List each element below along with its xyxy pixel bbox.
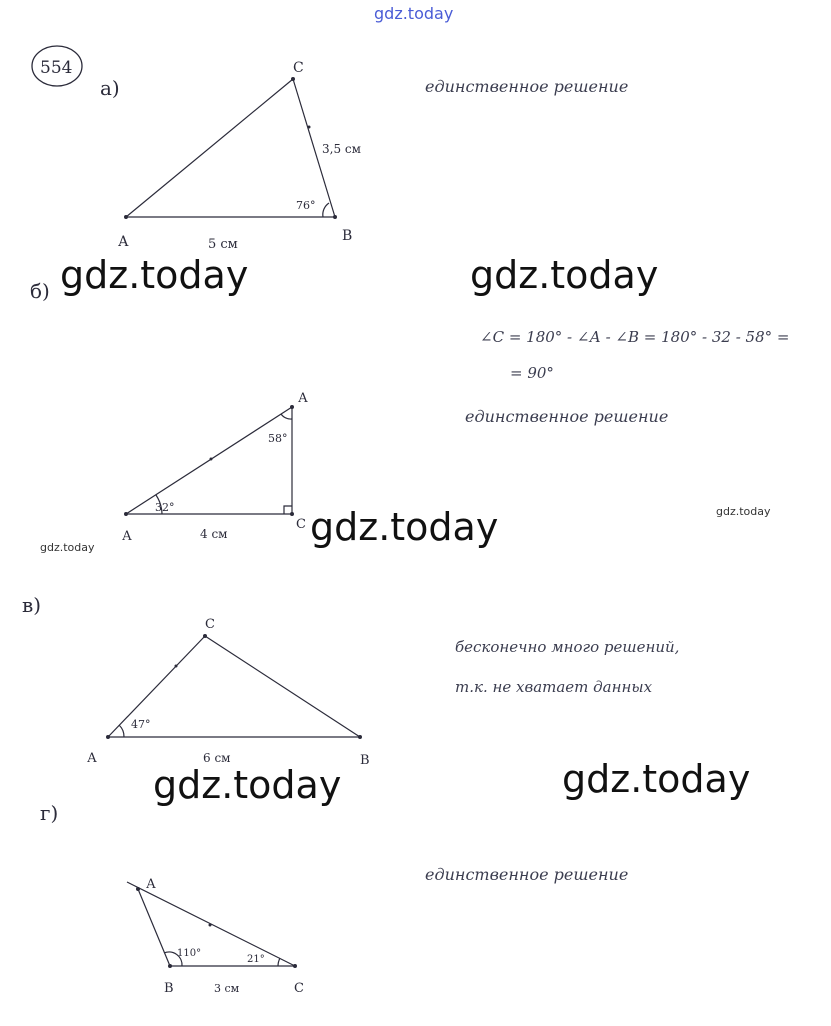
part-c-vertex-b: В xyxy=(360,753,370,768)
part-b-calc-line2: = 90° xyxy=(510,364,554,382)
watermark-3: gdz.today xyxy=(310,505,499,549)
part-d-vertex-c: С xyxy=(294,981,304,996)
part-a-note: единственное решение xyxy=(425,77,629,96)
part-a-vertex-b: В xyxy=(342,228,353,244)
part-b-angle-top: 58° xyxy=(268,432,288,445)
watermark-7: gdz.today xyxy=(562,757,751,801)
part-d-note: единственное решение xyxy=(425,865,629,884)
part-c-angle-a: 47° xyxy=(131,718,151,731)
part-c-vertex-a: А xyxy=(87,751,97,766)
part-a-vertex-a: А xyxy=(118,234,129,250)
watermark-4: gdz.today xyxy=(716,505,771,518)
part-c-side-ab: 6 см xyxy=(203,751,231,765)
part-b-marker: б) xyxy=(30,279,50,303)
part-a-side-bc: 3,5 см xyxy=(322,142,361,156)
part-a-angle-b: 76° xyxy=(296,199,316,212)
problem-number: 554 xyxy=(40,58,73,78)
part-d-vertex-b: В xyxy=(164,981,174,996)
part-b-angle-a: 32° xyxy=(155,501,175,514)
part-d-angle-b: 110° xyxy=(177,948,202,959)
part-b-calc-line1: ∠С = 180° - ∠А - ∠В = 180° - 32 - 58° = xyxy=(480,328,790,346)
triangle-b xyxy=(126,407,292,514)
watermark-2: gdz.today xyxy=(470,253,659,297)
part-c-marker: в) xyxy=(22,593,42,617)
part-c-vertex-c: С xyxy=(205,617,215,632)
part-b-vertex-c: С xyxy=(296,517,306,532)
part-a-vertex-c: С xyxy=(293,60,304,76)
watermark-5: gdz.today xyxy=(40,541,95,554)
part-a-marker: а) xyxy=(100,76,120,100)
part-c-note-line1: бесконечно много решений, xyxy=(455,638,680,656)
watermark-top: gdz.today xyxy=(374,4,454,23)
triangle-a xyxy=(126,79,335,217)
part-a-side-ab: 5 см xyxy=(208,237,238,252)
part-b-note: единственное решение xyxy=(465,407,669,426)
watermark-1: gdz.today xyxy=(60,253,249,297)
part-d-marker: г) xyxy=(40,801,59,825)
part-b-side: 4 см xyxy=(200,527,228,541)
part-d-vertex-a: А xyxy=(146,877,156,892)
part-b-vertex-a: А xyxy=(122,529,132,544)
part-d-angle-c: 21° xyxy=(247,954,265,965)
part-b-vertex-top: А xyxy=(298,391,308,406)
part-d-side-bc: 3 см xyxy=(214,982,240,995)
watermark-6: gdz.today xyxy=(153,763,342,807)
part-c-note-line2: т.к. не хватает данных xyxy=(455,678,653,696)
